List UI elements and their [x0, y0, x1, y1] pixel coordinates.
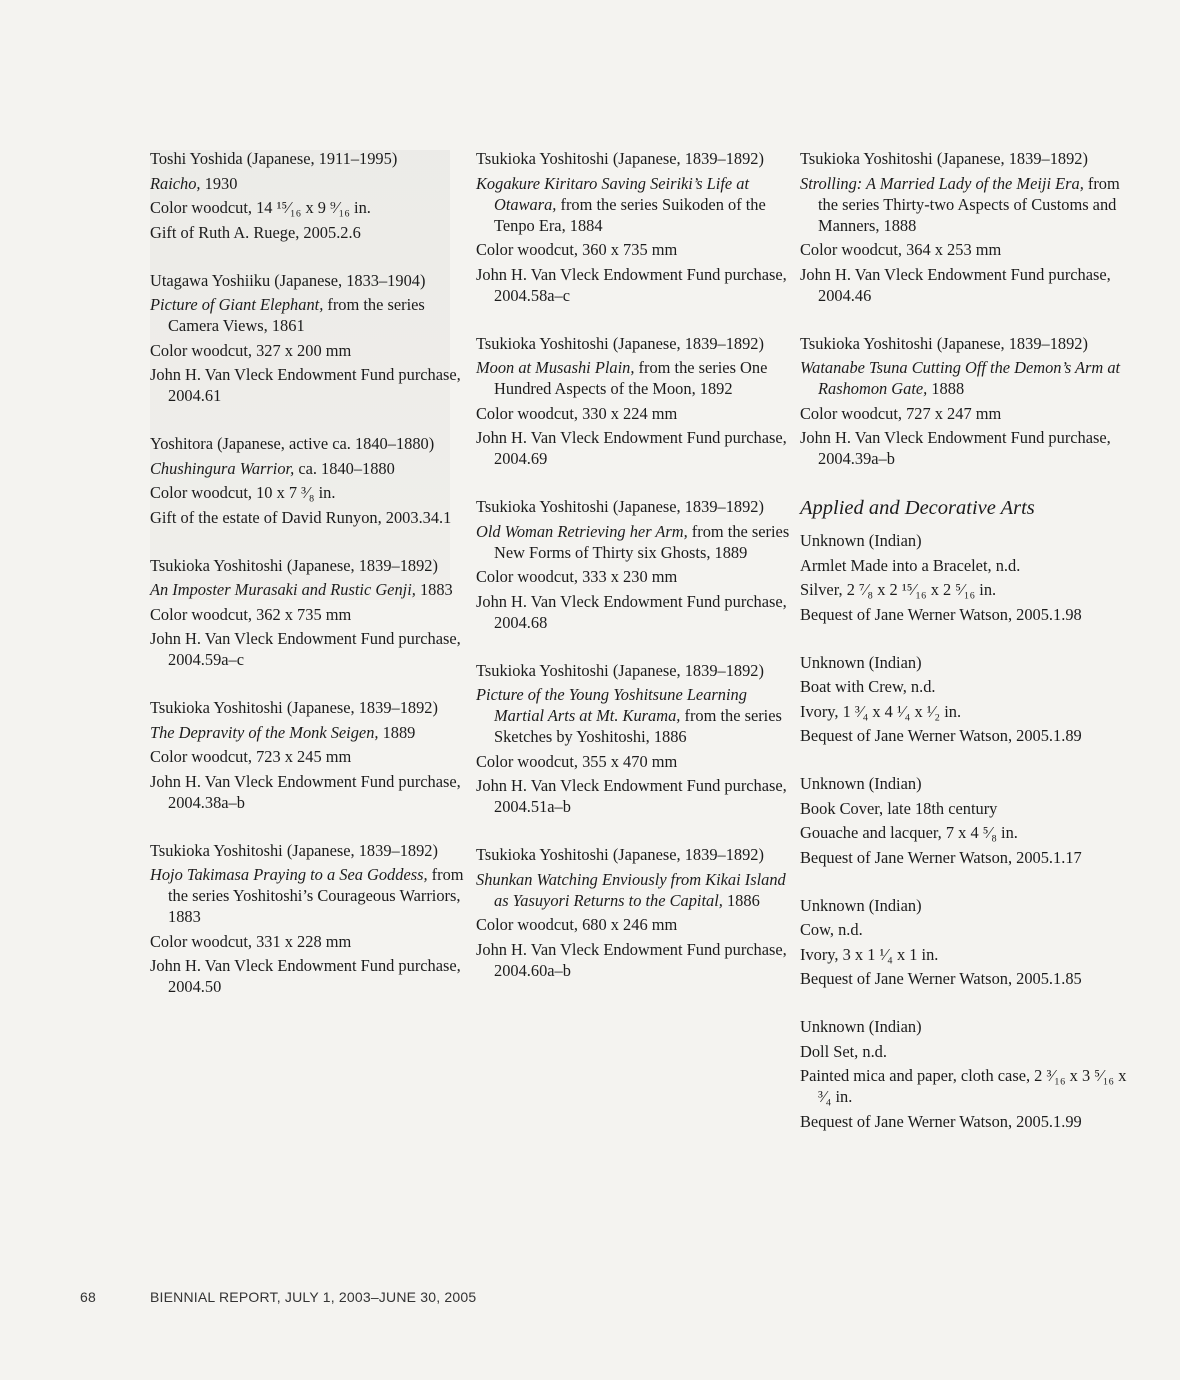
title-line: [476, 684, 794, 747]
artwork-title: Strolling: A Married Lady of the Meiji Era,: [800, 173, 1084, 193]
medium-line: Color woodcut, 364 x 253 mm: [800, 240, 1002, 259]
credit-line: Gift of the estate of David Runyon, 2003.34.1: [150, 507, 452, 527]
credit-line: Gift of Ruth A. Ruege, 2005.2.6: [150, 222, 361, 242]
catalog-entry: [800, 333, 1130, 470]
medium-line: Color woodcut, 330 x 224 mm: [476, 403, 678, 423]
artist-line: Tsukioka Yoshitoshi (Japanese, 1839–1892): [476, 497, 764, 516]
title-suffix: 1888: [927, 379, 965, 398]
title-line: [476, 869, 794, 911]
artist-line: Tsukioka Yoshitoshi (Japanese, 1839–1892): [476, 149, 764, 168]
artist-line: Toshi Yoshida (Japanese, 1911–1995): [150, 149, 398, 168]
title-suffix: from the series New Forms of Thirty six Ghosts, 1889: [494, 521, 790, 562]
title-line: [150, 458, 468, 479]
column-1: [150, 148, 468, 1024]
artwork-title: Hojo Takimasa Praying to a Sea Goddess,: [150, 865, 428, 884]
title-line: [150, 722, 468, 743]
artist-line: Unknown (Indian): [800, 1017, 922, 1036]
catalog-entry: [800, 148, 1130, 306]
catalog-entry: [476, 660, 794, 818]
medium-line: Color woodcut, 331 x 228 mm: [150, 931, 352, 951]
credit-line: Bequest of Jane Werner Watson, 2005.1.99: [800, 1111, 1082, 1131]
catalog-entry: [476, 148, 794, 306]
medium-line: Color woodcut, 10 x 7 ³⁄₈ in.: [150, 483, 336, 502]
artist-line: Tsukioka Yoshitoshi (Japanese, 1839–1892): [476, 333, 764, 353]
column-2: [476, 148, 794, 1008]
artist-line: Tsukioka Yoshitoshi (Japanese, 1839–1892): [150, 698, 438, 717]
medium-line: Color woodcut, 14 ¹⁵⁄₁₆ x 9 ⁹⁄₁₆ in.: [150, 198, 371, 217]
medium-line: Color woodcut, 362 x 735 mm: [150, 604, 352, 624]
artist-line: Unknown (Indian): [800, 774, 922, 793]
catalog-entry: [476, 333, 794, 470]
credit-line: John H. Van Vleck Endowment Fund purchase, 2004.46: [800, 264, 1111, 305]
credit-line: John H. Van Vleck Endowment Fund purchase, 2004.38a–b: [150, 771, 461, 812]
title-suffix: from the series Yoshitoshi’s Courageous Warriors, 1883: [168, 865, 464, 926]
credit-line: John H. Van Vleck Endowment Fund purchase, 2004.59a–c: [150, 629, 461, 669]
artwork-title: Moon at Musashi Plain,: [476, 358, 635, 377]
catalog-entry: [150, 433, 468, 528]
artist-line: Tsukioka Yoshitoshi (Japanese, 1839–1892): [476, 660, 764, 680]
catalog-entry: [800, 773, 1130, 868]
catalog-entry: [800, 895, 1130, 990]
catalog-entry: [476, 844, 794, 981]
artist-line: Tsukioka Yoshitoshi (Japanese, 1839–1892): [800, 333, 1088, 353]
title-line: Armlet Made into a Bracelet, n.d.: [800, 555, 1021, 575]
credit-line: John H. Van Vleck Endowment Fund purchase, 2004.39a–b: [800, 428, 1111, 468]
title-line: [150, 864, 468, 927]
artwork-title: An Imposter Murasaki and Rustic Genji,: [150, 580, 416, 599]
title-suffix: 1930: [200, 173, 238, 193]
catalog-entry: [476, 496, 794, 633]
catalog-entry: [800, 1016, 1130, 1132]
title-suffix: from the series Sketches by Yoshitoshi, 1886: [494, 706, 782, 746]
title-suffix: from the series Thirty-two Aspects of Customs and Manners, 1888: [818, 173, 1120, 235]
artist-line: Tsukioka Yoshitoshi (Japanese, 1839–1892): [150, 555, 438, 575]
medium-line: Color woodcut, 360 x 735 mm: [476, 240, 678, 259]
credit-line: Bequest of Jane Werner Watson, 2005.1.85: [800, 969, 1082, 988]
credit-line: John H. Van Vleck Endowment Fund purchase, 2004.51a–b: [476, 776, 787, 816]
title-line: Book Cover, late 18th century: [800, 798, 998, 818]
catalog-entry: [150, 148, 468, 243]
credit-line: Bequest of Jane Werner Watson, 2005.1.98: [800, 604, 1082, 624]
artist-line: Tsukioka Yoshitoshi (Japanese, 1839–1892): [800, 149, 1088, 168]
credit-line: John H. Van Vleck Endowment Fund purchase, 2004.58a–c: [476, 264, 787, 305]
credit-line: John H. Van Vleck Endowment Fund purchase, 2004.50: [150, 956, 461, 996]
title-line: Cow, n.d.: [800, 920, 863, 939]
artist-line: Unknown (Indian): [800, 652, 922, 672]
medium-line: Ivory, 1 ³⁄₄ x 4 ¹⁄₄ x ¹⁄₂ in.: [800, 701, 962, 721]
page-number: 68: [80, 1289, 96, 1305]
artwork-title: Picture of Giant Elephant,: [150, 295, 324, 314]
credit-line: Bequest of Jane Werner Watson, 2005.1.17: [800, 847, 1082, 867]
artwork-title: Picture of the Young Yoshitsune Learning Martial Arts at Mt. Kurama,: [476, 685, 747, 725]
credit-line: Bequest of Jane Werner Watson, 2005.1.89: [800, 726, 1082, 745]
catalog-entry: [150, 270, 468, 407]
title-line: [150, 579, 468, 600]
title-line: [476, 521, 794, 563]
catalog-entry: [150, 840, 468, 998]
credit-line: John H. Van Vleck Endowment Fund purchase, 2004.60a–b: [476, 939, 787, 980]
title-suffix: from the series Camera Views, 1861: [168, 295, 425, 335]
title-suffix: 1883: [415, 580, 453, 599]
artwork-title: Kogakure Kiritaro Saving Seiriki’s Life at Otawara,: [476, 173, 750, 214]
medium-line: Color woodcut, 355 x 470 mm: [476, 751, 678, 771]
artwork-title: Chushingura Warrior,: [150, 458, 295, 478]
artist-line: Unknown (Indian): [800, 895, 922, 915]
medium-line: Gouache and lacquer, 7 x 4 ⁵⁄₈ in.: [800, 823, 1018, 842]
catalog-entry: [800, 652, 1130, 747]
medium-line: Color woodcut, 680 x 246 mm: [476, 915, 678, 934]
catalog-entry: [150, 697, 468, 813]
section-heading: Applied and Decorative Arts: [800, 497, 1035, 519]
column-3: [800, 148, 1130, 1159]
report-title: BIENNIAL REPORT, JULY 1, 2003–JUNE 30, 2005: [150, 1289, 477, 1305]
title-line: Boat with Crew, n.d.: [800, 677, 936, 696]
title-line: [150, 173, 468, 194]
title-line: [476, 173, 794, 236]
artist-line: Unknown (Indian): [800, 531, 922, 550]
medium-line: Color woodcut, 333 x 230 mm: [476, 567, 678, 586]
medium-line: Silver, 2 ⁷⁄₈ x 2 ¹⁵⁄₁₆ x 2 ⁵⁄₁₆ in.: [800, 580, 997, 599]
catalog-entry: [800, 530, 1130, 625]
title-suffix: 1886: [722, 890, 760, 910]
artwork-title: Shunkan Watching Enviously from Kikai Island as Yasuyori Returns to the Capital,: [476, 869, 786, 910]
page-footer: [80, 1289, 476, 1305]
artist-line: Utagawa Yoshiiku (Japanese, 1833–1904): [150, 270, 426, 290]
catalog-entry: [150, 555, 468, 671]
title-suffix: from the series One Hundred Aspects of the Moon, 1892: [494, 358, 768, 398]
title-line: [150, 294, 468, 336]
credit-line: John H. Van Vleck Endowment Fund purchase, 2004.69: [476, 428, 787, 468]
medium-line: Color woodcut, 327 x 200 mm: [150, 340, 352, 360]
artwork-title: Watanabe Tsuna Cutting Off the Demon’s Arm at Rashomon Gate,: [800, 358, 1121, 398]
medium-line: Painted mica and paper, cloth case, 2 ³⁄₁₆ x 3 ⁵⁄₁₆ x ³⁄₄ in.: [800, 1066, 1127, 1106]
title-suffix: ca. 1840–1880: [294, 458, 395, 478]
title-line: Doll Set, n.d.: [800, 1041, 887, 1061]
medium-line: Color woodcut, 727 x 247 mm: [800, 403, 1002, 423]
title-suffix: from the series Suikoden of the Tenpo Era, 1884: [494, 194, 766, 235]
artwork-title: Raicho,: [150, 173, 201, 193]
medium-line: Ivory, 3 x 1 ¹⁄₄ x 1 in.: [800, 944, 939, 964]
title-suffix: 1889: [378, 722, 416, 742]
credit-line: John H. Van Vleck Endowment Fund purchase, 2004.68: [476, 591, 787, 632]
title-line: [800, 357, 1130, 399]
credit-line: John H. Van Vleck Endowment Fund purchase, 2004.61: [150, 365, 461, 405]
artist-line: Tsukioka Yoshitoshi (Japanese, 1839–1892): [150, 840, 438, 860]
title-line: [800, 173, 1130, 236]
artwork-title: The Depravity of the Monk Seigen,: [150, 722, 379, 742]
artist-line: Tsukioka Yoshitoshi (Japanese, 1839–1892): [476, 845, 764, 864]
medium-line: Color woodcut, 723 x 245 mm: [150, 747, 352, 766]
artwork-title: Old Woman Retrieving her Arm,: [476, 521, 688, 541]
title-line: [476, 357, 794, 399]
artist-line: Yoshitora (Japanese, active ca. 1840–1880): [150, 434, 435, 453]
